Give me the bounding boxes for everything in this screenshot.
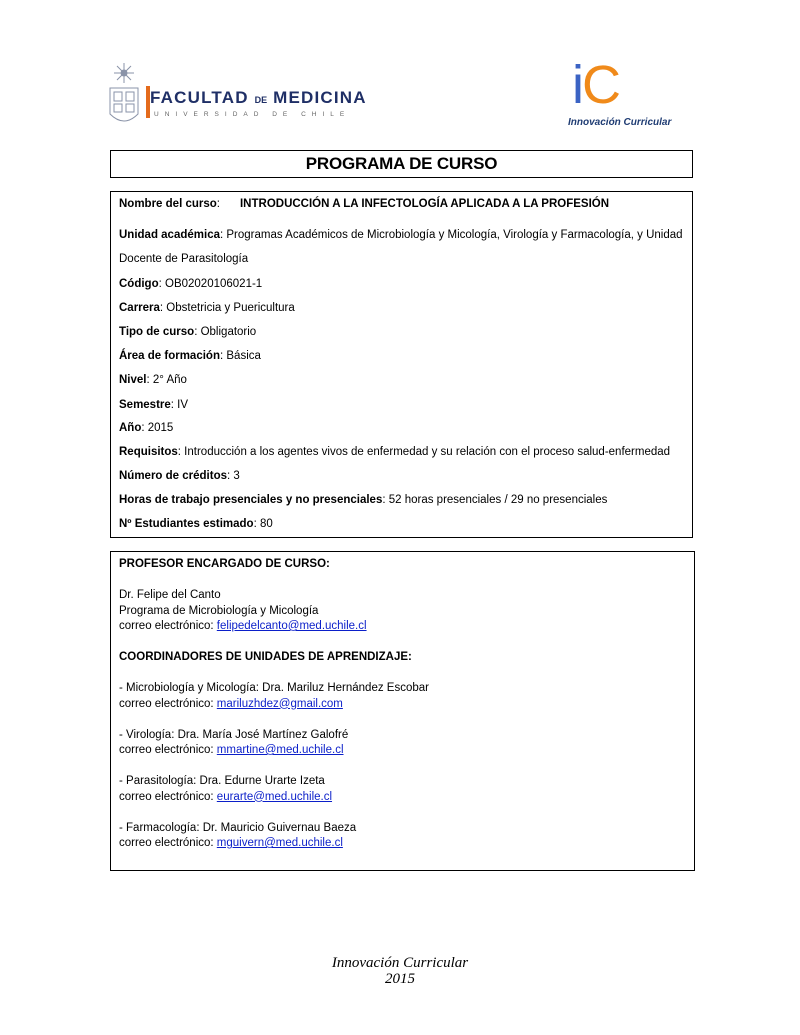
credits-row (119, 469, 240, 483)
staff-box (110, 551, 695, 871)
footer-line-2: 2015 (385, 971, 415, 987)
ic-logo-text: iC (572, 55, 619, 115)
professor-heading: PROFESOR ENCARGADO DE CURSO: (119, 558, 330, 570)
level-label: Nivel (119, 374, 147, 386)
coordinator-email-row (119, 743, 686, 759)
code-value: : OB02020106021-1 (158, 278, 263, 290)
coordinator-email-link[interactable]: eurarte@med.uchile.cl (216, 790, 333, 803)
coordinator-email-row (119, 697, 686, 713)
unit-row-cont: Docente de Parasitología (119, 253, 249, 265)
coordinator-email-link[interactable]: mmartine@med.uchile.cl (216, 744, 344, 756)
area-value: : Básica (219, 350, 261, 362)
innovacion-curricular-logo (568, 55, 672, 132)
email-label: correo electrónico: (119, 837, 217, 849)
year-row (119, 421, 173, 435)
coordinator-line: - Microbiología y Micología: Dra. Mariluz Hernández Escobar (119, 682, 429, 694)
page-footer (0, 955, 800, 987)
area-row (119, 349, 261, 363)
students-label: Nº Estudiantes estimado (119, 518, 254, 530)
hours-row (119, 493, 607, 507)
area-label: Área de formación (119, 350, 220, 362)
students-row (119, 517, 273, 531)
type-label: Tipo de curso (119, 326, 195, 338)
course-info-box (110, 191, 693, 538)
requirements-label: Requisitos (119, 446, 178, 458)
faculty-subtitle: UNIVERSIDAD DE CHILE (154, 111, 351, 118)
course-name-label: Nombre del curso (119, 198, 217, 210)
coordinator-line: - Virología: Dra. María José Martínez Galofré (119, 728, 349, 741)
email-label: correo electrónico: (119, 790, 217, 803)
requirements-row (119, 445, 670, 459)
faculty-title-main: FACULTAD (150, 88, 249, 107)
coordinator-email-row (119, 836, 686, 852)
coordinators-heading: COORDINADORES DE UNIDADES DE APRENDIZAJE: (119, 651, 412, 663)
faculty-title-end: MEDICINA (273, 88, 367, 107)
course-name-value: INTRODUCCIÓN A LA INFECTOLOGÍA APLICADA A LA PROFESIÓN (239, 198, 610, 210)
year-value: : 2015 (141, 422, 174, 434)
ic-logo-caption: Innovación Curricular (568, 117, 672, 128)
credits-value: : 3 (227, 470, 240, 482)
level-row (119, 373, 187, 387)
type-row (119, 325, 256, 339)
page-title: PROGRAMA DE CURSO (110, 150, 693, 178)
coordinator-line: - Parasitología: Dra. Edurne Urarte Izeta (119, 775, 325, 787)
code-row (119, 277, 262, 291)
email-label: correo electrónico: (119, 697, 217, 710)
career-label: Carrera (119, 302, 160, 314)
career-row (119, 301, 295, 315)
staff-content (119, 557, 686, 852)
unit-row (119, 228, 683, 242)
requirements-value: : Introducción a los agentes vivos de enfermedad y su relación con el proceso salud-enfermedad (177, 446, 671, 458)
semester-label: Semestre (119, 399, 171, 411)
faculty-title-de: DE (254, 95, 268, 105)
year-label: Año (119, 422, 142, 434)
professor-name: Dr. Felipe del Canto (119, 589, 221, 601)
career-value: : Obstetricia y Puericultura (159, 302, 295, 314)
unit-value: : Programas Académicos de Microbiología y Micología, Virología y Farmacología, y Unidad (219, 229, 683, 241)
code-label: Código (119, 278, 159, 290)
hours-label: Horas de trabajo presenciales y no presenciales (119, 494, 383, 506)
unit-label: Unidad académica (119, 229, 220, 241)
coordinator-email-link[interactable]: mguivern@med.uchile.cl (216, 837, 343, 849)
students-value: : 80 (253, 518, 273, 530)
type-value: : Obligatorio (194, 326, 257, 338)
coordinator-email-link[interactable]: mariluzhdez@gmail.com (216, 697, 343, 710)
hours-value: : 52 horas presenciales / 29 no presenciales (382, 494, 608, 506)
footer-line-1: Innovación Curricular (331, 955, 469, 971)
semester-value: : IV (170, 399, 189, 411)
email-label: correo electrónico: (119, 744, 217, 756)
course-name-row (119, 197, 609, 211)
university-seal-icon (104, 62, 144, 132)
coordinator-email-row (119, 790, 686, 806)
credits-label: Número de créditos (119, 470, 227, 482)
faculty-logo (104, 62, 367, 134)
professor-email-row (119, 619, 686, 635)
semester-row (119, 398, 188, 412)
professor-program: Programa de Microbiología y Micología (119, 604, 319, 617)
coordinator-line: - Farmacología: Dr. Mauricio Guivernau Baeza (119, 821, 357, 834)
course-name-sep: : (216, 198, 220, 210)
email-label: correo electrónico: (119, 620, 217, 632)
professor-email-link[interactable]: felipedelcanto@med.uchile.cl (216, 620, 367, 632)
level-value: : 2° Año (146, 374, 187, 386)
